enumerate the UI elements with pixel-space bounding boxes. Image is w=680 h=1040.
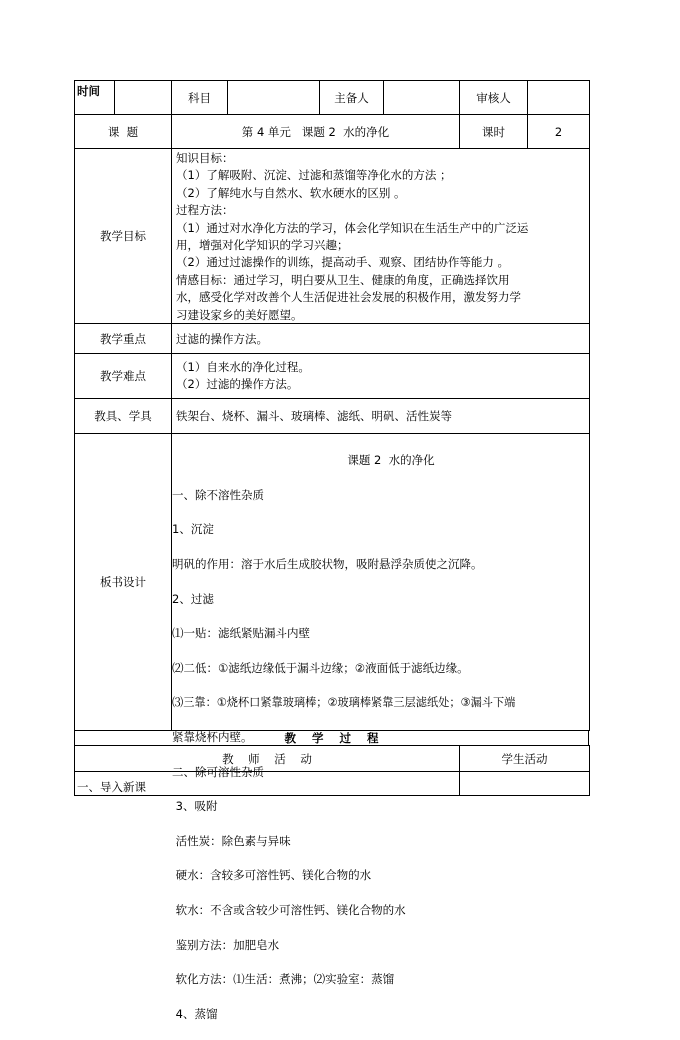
tools-value: 铁架台、烧杯、漏斗、玻璃棒、滤纸、明矾、活性炭等 bbox=[171, 398, 590, 434]
teacher-activity-header: 教 师 活 动 bbox=[74, 745, 460, 772]
goals-content bbox=[176, 150, 528, 324]
key-points-label: 教学重点 bbox=[74, 323, 172, 354]
board-line: 硬水：含较多可溶性钙、镁化合物的水 bbox=[172, 868, 372, 883]
topic-label: 课 题 bbox=[74, 114, 172, 149]
board-line: 软水：不含或含较少可溶性钙、镁化合物的水 bbox=[172, 903, 406, 918]
preparer-label: 主备人 bbox=[319, 80, 384, 115]
difficulty-line: （2）过滤的操作方法。 bbox=[176, 377, 299, 392]
board-line: 4、蒸馏 bbox=[172, 1006, 218, 1021]
goal-line: 水，感受化学对改善个人生活促进社会发展的积极作用，激发努力学 bbox=[176, 290, 521, 305]
board-line: 2、过滤 bbox=[172, 591, 214, 606]
board-label: 板书设计 bbox=[74, 433, 172, 731]
board-line: ⑶三靠：①烧杯口紧靠玻璃棒；②玻璃棒紧靠三层滤纸处；③漏斗下端 bbox=[172, 696, 516, 710]
board-line: ⑴一贴：滤纸紧贴漏斗内壁 bbox=[172, 626, 310, 641]
goal-line: 知识目标： bbox=[176, 151, 234, 165]
goal-line: 用，增强对化学知识的学习兴趣； bbox=[176, 238, 349, 253]
time-label: 时间 bbox=[74, 80, 115, 115]
hours-value: 2 bbox=[527, 114, 590, 149]
board-title: 课题 2 水的净化 bbox=[347, 453, 435, 468]
board-line: 一、除不溶性杂质 bbox=[172, 487, 264, 502]
preparer-value[interactable] bbox=[383, 80, 460, 115]
goal-line: 情感目标：通过学习，明白要从卫生、健康的角度，正确选择饮用 bbox=[176, 272, 510, 287]
key-points-value: 过滤的操作方法。 bbox=[171, 323, 590, 354]
goal-line: （1）了解吸附、沉淀、过滤和蒸馏等净化水的方法 ； bbox=[176, 168, 452, 183]
hours-label: 课时 bbox=[459, 114, 528, 149]
goal-line: 过程方法： bbox=[176, 203, 234, 218]
subject-value[interactable] bbox=[227, 80, 320, 115]
goal-line: 习建设家乡的美好愿望。 bbox=[176, 307, 303, 322]
board-line: 活性炭：除色素与异味 bbox=[172, 833, 291, 848]
board-line: 1、沉淀 bbox=[172, 522, 214, 537]
student-activity-header: 学生活动 bbox=[459, 745, 590, 772]
board-line: ⑵二低：①滤纸边缘低于漏斗边缘；②液面低于滤纸边缘。 bbox=[172, 660, 469, 675]
goal-line: （1）通过对水净化方法的学习，体会化学知识在生活生产中的广泛运 bbox=[176, 220, 529, 235]
reviewer-value[interactable] bbox=[527, 80, 590, 115]
goals-label: 教学目标 bbox=[74, 148, 172, 324]
goal-line: （2）了解纯水与自然水、软水硬水的区别 。 bbox=[176, 185, 406, 200]
subject-label: 科目 bbox=[171, 80, 228, 115]
board-line: 二、除可溶性杂质 bbox=[172, 764, 264, 779]
difficulties-label: 教学难点 bbox=[74, 353, 172, 399]
board-line: 3、吸附 bbox=[172, 799, 218, 814]
board-line: 明矾的作用：溶于水后生成胶状物，吸附悬浮杂质使之沉降。 bbox=[172, 557, 483, 572]
difficulty-line: （1）自来水的净化过程。 bbox=[176, 360, 310, 374]
board-line: 软化方法：⑴生活：煮沸；⑵实验室：蒸馏 bbox=[172, 972, 395, 987]
goal-line: （2）通过过滤操作的训练，提高动手、观察、团结协作等能力 。 bbox=[176, 255, 509, 270]
student-activity-cell bbox=[459, 771, 590, 796]
process-title: 教 学 过 程 bbox=[74, 730, 589, 746]
difficulties-content bbox=[176, 359, 310, 394]
topic-value: 第 4 单元 课题 2 水的净化 bbox=[171, 114, 460, 149]
intro-section: 一、导入新课 bbox=[74, 771, 460, 796]
time-value[interactable] bbox=[114, 80, 172, 115]
reviewer-label: 审核人 bbox=[459, 80, 528, 115]
board-line: 鉴别方法：加肥皂水 bbox=[172, 937, 280, 952]
board-line: 紧靠烧杯内壁。 bbox=[172, 730, 253, 745]
tools-label: 教具、学具 bbox=[74, 398, 172, 434]
